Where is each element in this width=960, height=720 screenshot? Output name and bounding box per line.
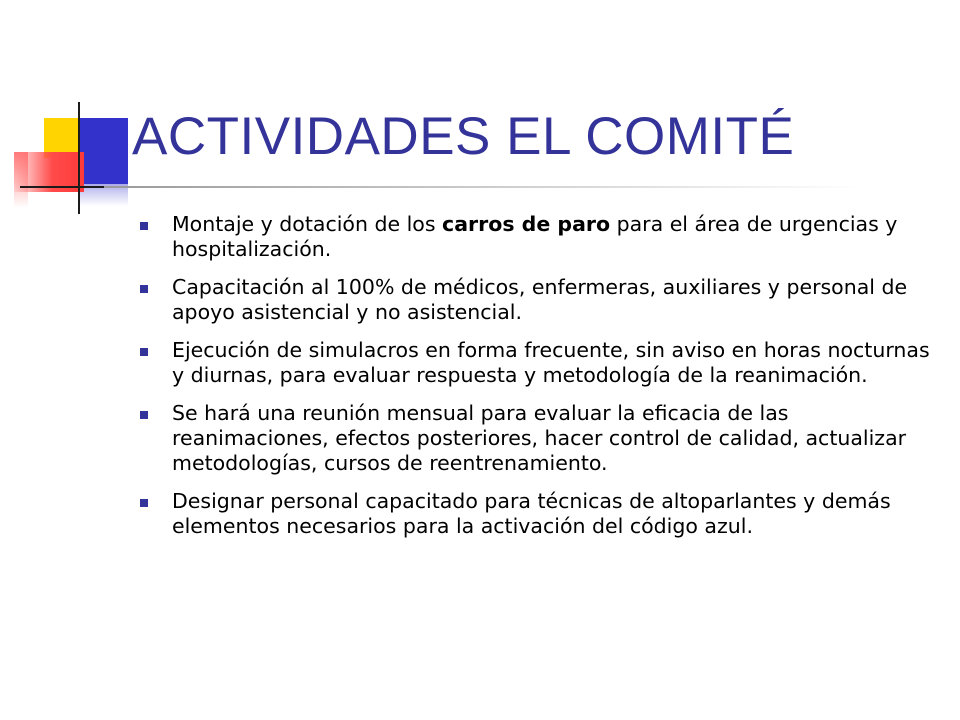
title-underline	[104, 186, 864, 188]
bullet-text: Se hará una reunión mensual para evaluar la eficacia de las reanimaciones, efectos posteriores, hacer control de calidad, actualizar metodologías, cursos de reentrenamiento.	[172, 401, 907, 475]
bullet-item-designar-personal	[136, 489, 936, 539]
bullet-text: Capacitación al 100% de médicos, enfermeras, auxiliares y personal de apoyo asistencial y no asistencial.	[172, 275, 908, 324]
bullet-square-icon	[140, 411, 148, 419]
bullet-item-reunion-mensual	[136, 401, 936, 476]
logo-horizontal-line	[20, 186, 112, 188]
bullet-item-carros-de-paro	[136, 212, 936, 262]
bullet-text: Designar personal capacitado para técnicas de altoparlantes y demás elementos necesarios para la activación del código azul.	[172, 489, 891, 538]
bullet-square-icon	[140, 499, 148, 507]
bullet-item-simulacros	[136, 338, 936, 388]
bullet-text-bold: carros de paro	[442, 212, 611, 236]
bullet-square-icon	[140, 222, 148, 230]
bullet-square-icon	[140, 348, 148, 356]
bullet-square-icon	[140, 285, 148, 293]
bullet-text: Ejecución de simulacros en forma frecuente, sin aviso en horas nocturnas y diurnas, para evaluar respuesta y metodología de la reanimación.	[172, 338, 930, 387]
decorative-block-logo-icon	[0, 0, 140, 230]
bullet-list	[136, 212, 936, 552]
bullet-text-post: para el área de urgencias y hospitalización.	[172, 212, 898, 261]
bullet-item-capacitacion	[136, 275, 936, 325]
bullet-text-pre: Montaje y dotación de los	[172, 212, 443, 236]
logo-red-fade	[14, 152, 28, 208]
logo-vertical-line	[78, 102, 80, 214]
slide-title: ACTIVIDADES EL COMITÉ	[132, 107, 795, 166]
logo-blue-fade	[80, 158, 128, 206]
